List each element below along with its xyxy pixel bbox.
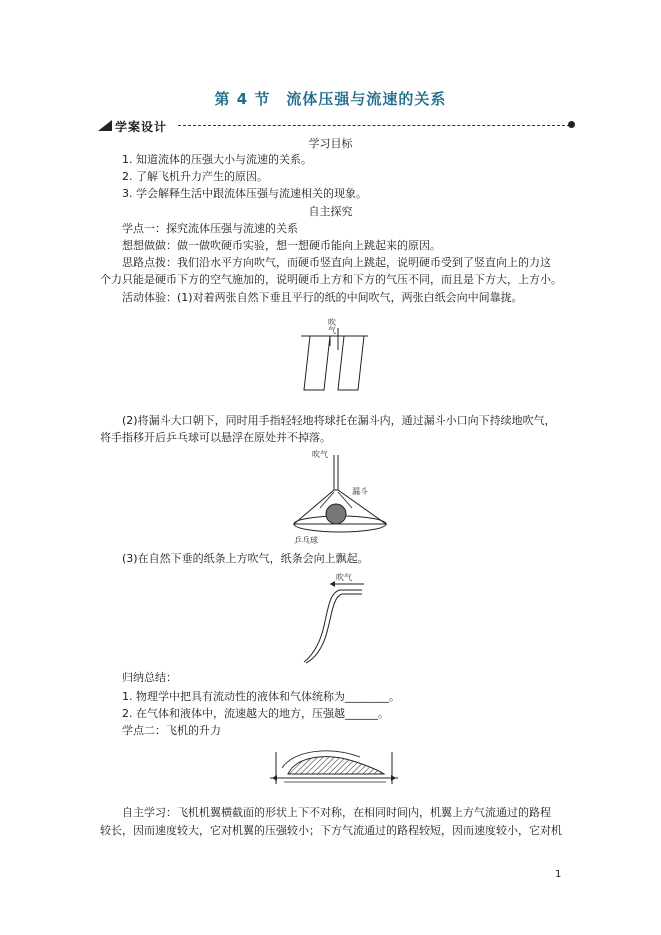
hint-line-2: 个力只能是硬币下方的空气施加的，说明硬币上方和下方的气压不同，而且是下方大，上方小。: [100, 273, 562, 286]
fig1-blow-label: 吹气: [327, 318, 337, 334]
page-number: 1: [555, 869, 562, 880]
self-study-heading: 自主探究: [308, 205, 353, 218]
objective-item-1: 1. 知道流体的压强大小与流速的关系。: [122, 153, 312, 166]
activity-3: (3)在自然下垂的纸条上方吹气，纸条会向上飘起。: [122, 552, 369, 565]
activity-2-line-2: 将手指移开后乒乓球可以悬浮在原处并不掉落。: [100, 431, 331, 444]
activity-1: 活动体验：(1)对着两张自然下垂且平行的纸的中间吹气，两张白纸会向中间靠拢。: [122, 291, 523, 304]
think-and-do: 想想做做：做一做吹硬币实验，想一想硬币能向上跳起来的原因。: [122, 239, 441, 252]
banner-end-dot: [568, 121, 575, 128]
banner-triangle-icon: [98, 118, 114, 132]
summary-heading: 归纳总结：: [122, 671, 177, 684]
page-title: 第 4 节 流体压强与流速的关系: [214, 90, 447, 108]
objective-item-3: 3. 学会解释生活中跟流体压强与流速相关的现象。: [122, 187, 367, 200]
self-study-line-2: 较长，因而速度较大，它对机翼的压强较小；下方气流通过的路程较短，因而速度较小，它对机: [100, 824, 562, 837]
figure-two-papers: [296, 306, 376, 406]
figure-wing-cross-section: [268, 744, 400, 790]
fig2-funnel-label: 漏斗: [352, 487, 368, 496]
fig2-blow-label: 吹气: [312, 450, 328, 459]
point2-title: 学点二：飞机的升力: [122, 724, 221, 737]
summary-item-2: 2. 在气体和液体中，流速越大的地方，压强越______。: [122, 707, 389, 720]
banner-label: 学案设计: [115, 120, 168, 134]
objective-item-2: 2. 了解飞机升力产生的原因。: [122, 170, 268, 183]
banner-dashed-line: [178, 125, 570, 126]
point1-title: 学点一：探究流体压强与流速的关系: [122, 222, 298, 235]
summary-item-1: 1. 物理学中把具有流动性的液体和气体统称为________。: [122, 690, 400, 703]
hint-line-1: 思路点拨：我们沿水平方向吹气，而硬币竖直向上跳起，说明硬币受到了竖直向上的力这: [122, 256, 551, 269]
fig3-blow-label: 吹气: [336, 573, 352, 582]
objectives-heading: 学习目标: [308, 137, 353, 150]
figure-paper-strip: [294, 568, 374, 664]
figure-funnel-ball: [290, 446, 390, 546]
self-study-line-1: 自主学习：飞机机翼横截面的形状上下不对称，在相同时间内，机翼上方气流通过的路程: [122, 806, 551, 819]
fig2-ball-label: 乒乓球: [294, 536, 318, 545]
activity-2-line-1: (2)将漏斗大口朝下，同时用手指轻轻地将球托在漏斗内，通过漏斗小口向下持续地吹气，: [122, 414, 556, 427]
